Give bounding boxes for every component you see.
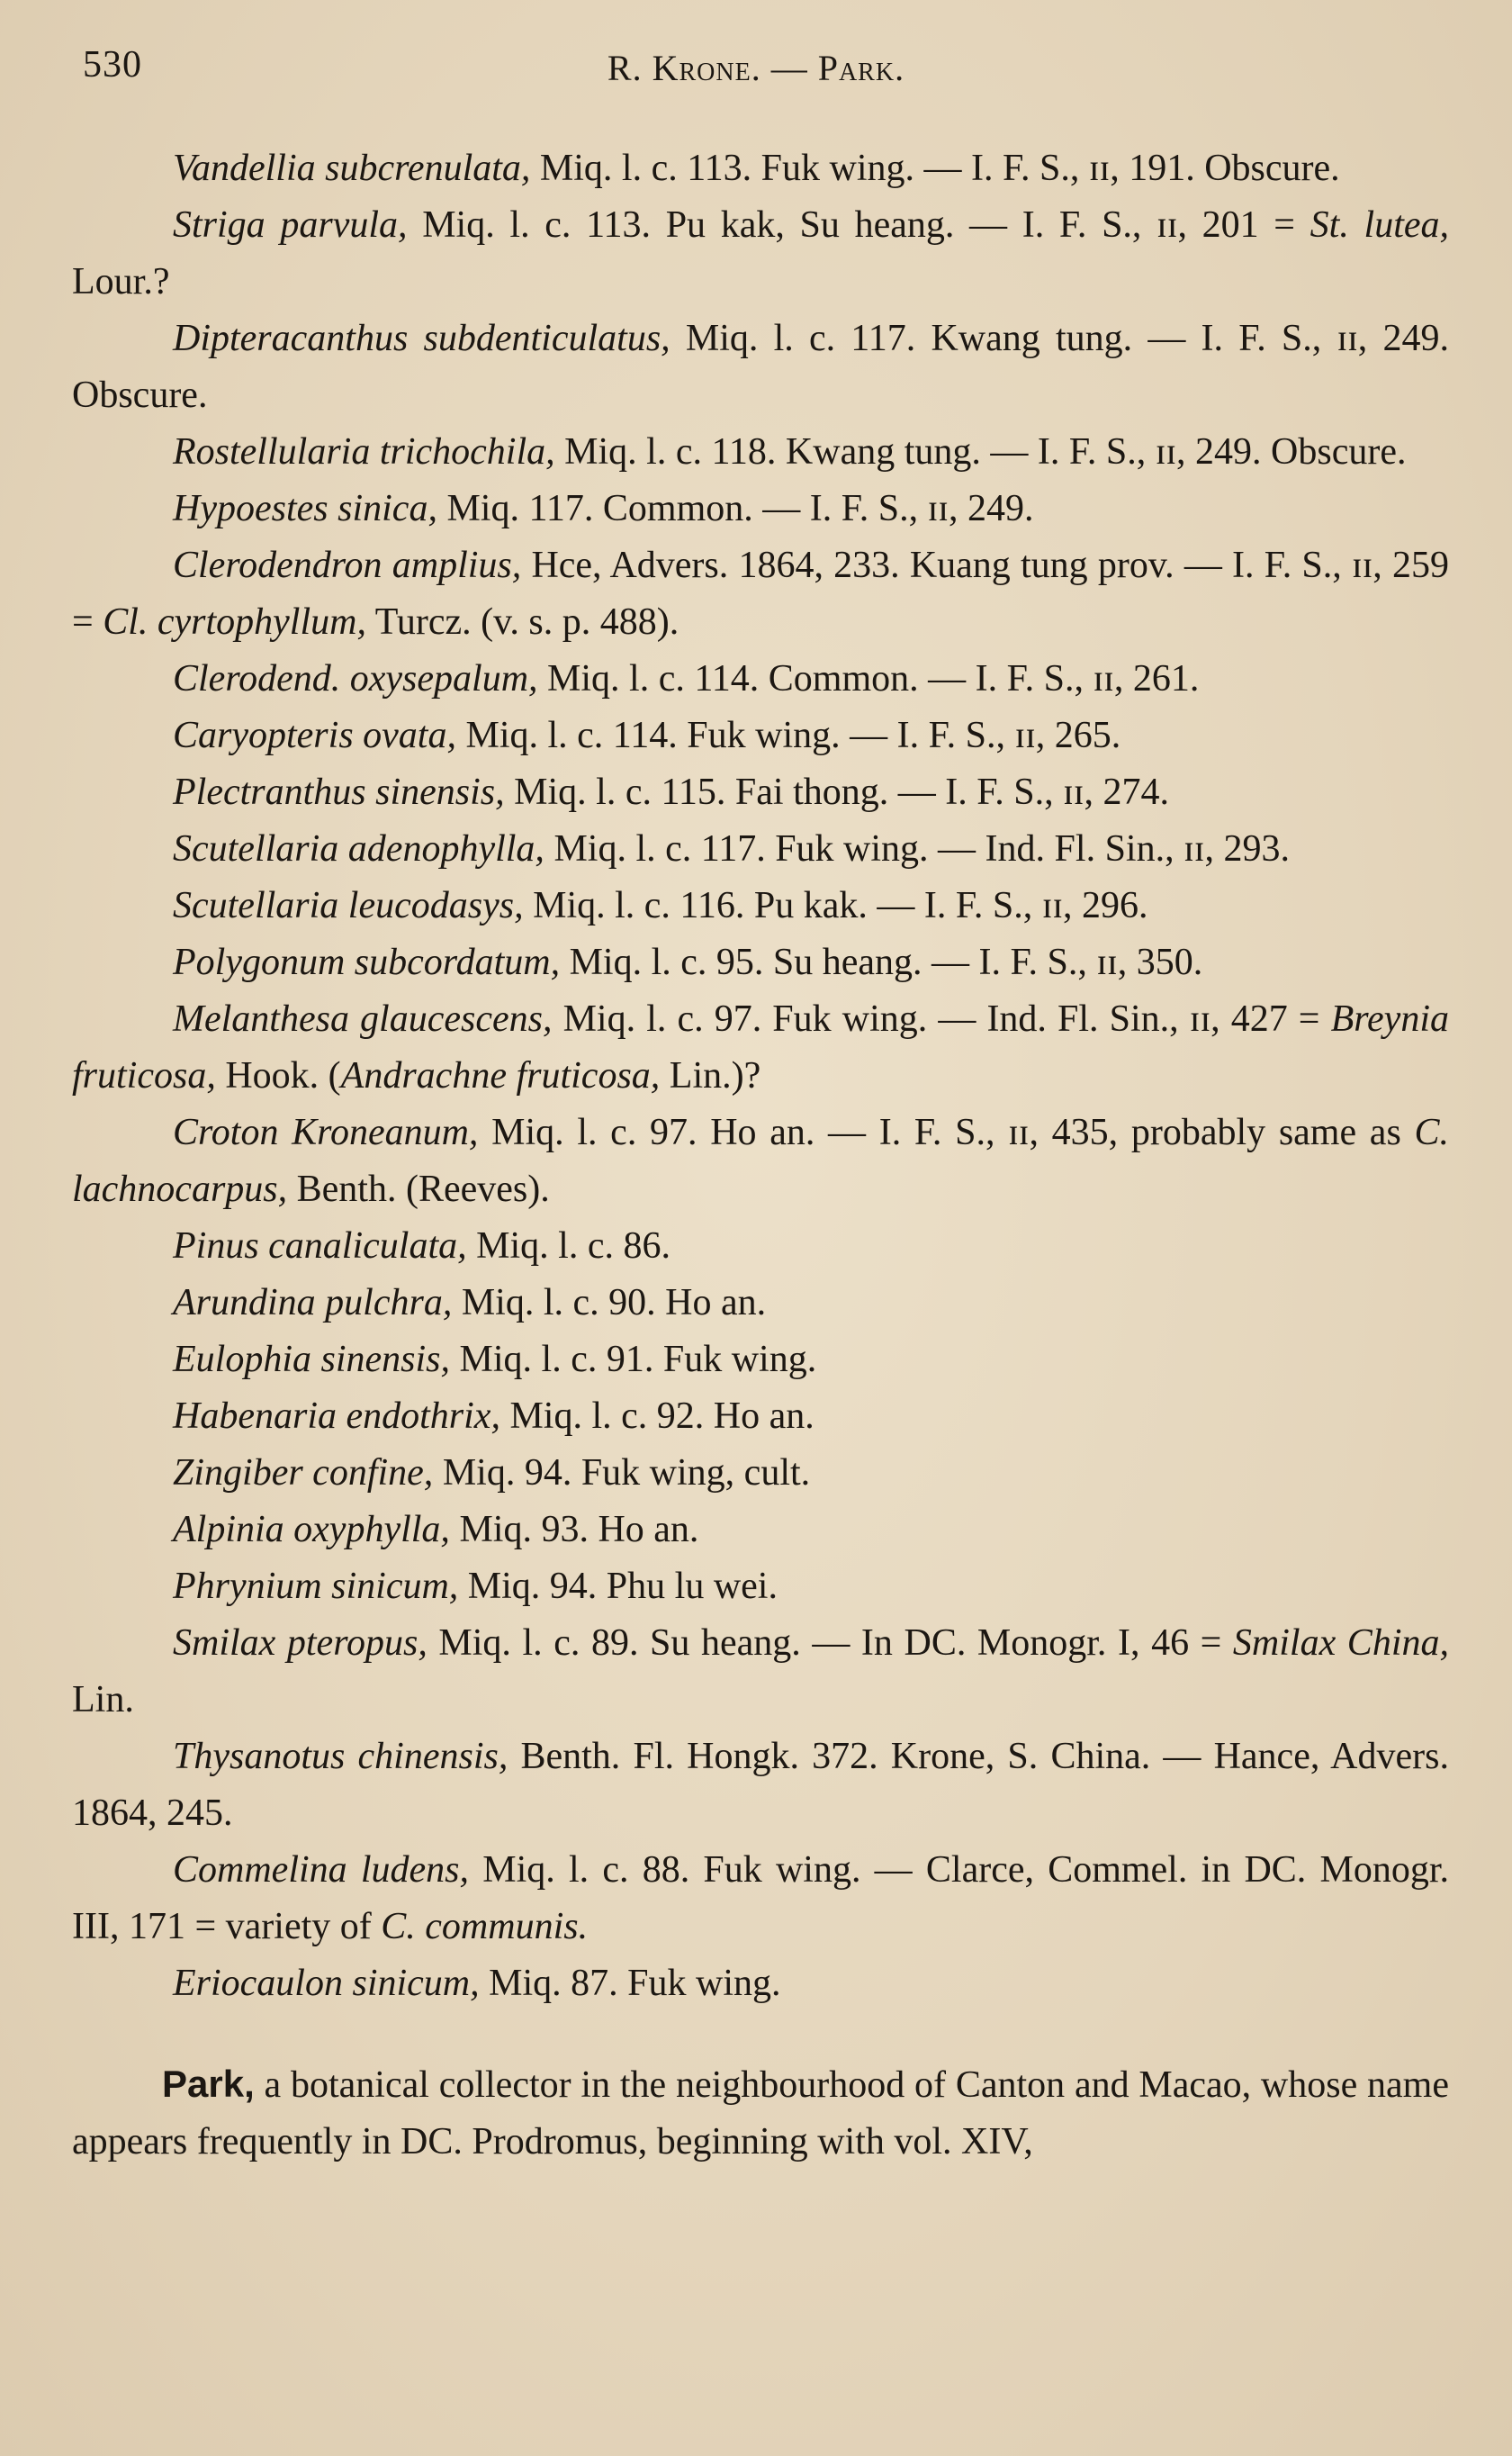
- species-name: Andrachne fruticosa,: [340, 1055, 661, 1097]
- species-entry: [72, 935, 1449, 991]
- entry-text: Miq. l. c. 115. Fai thong. — I. F. S., ɪɪ, 274.: [504, 772, 1169, 813]
- species-name: Dipteracanthus subdenticulatus,: [173, 318, 670, 359]
- species-name: Vandellia subcrenulata,: [173, 148, 531, 189]
- species-name: Rostellularia trichochila,: [173, 431, 555, 473]
- entry-text: Miq. 94. Fuk wing, cult.: [433, 1452, 811, 1494]
- species-name: Thysanotus chinensis,: [173, 1736, 508, 1777]
- species-entry: [72, 1729, 1449, 1842]
- species-name: Clerodendron amplius,: [173, 545, 522, 586]
- species-entry: [72, 991, 1449, 1105]
- page-number: 530: [83, 44, 142, 86]
- species-name: Croton Kroneanum,: [173, 1112, 479, 1153]
- species-entry: [72, 708, 1449, 764]
- entry-text: Miq. l. c. 116. Pu kak. — I. F. S., ɪɪ, 296.: [523, 885, 1148, 926]
- species-entry: [72, 764, 1449, 821]
- species-entry: [72, 1502, 1449, 1558]
- entry-text: Hook. (: [215, 1055, 341, 1097]
- species-name: Eulophia sinensis,: [173, 1339, 451, 1380]
- entry-text: Miq. l. c. 117. Kwang tung. — I. F. S., ɪɪ, 249. Obscure.: [72, 318, 1449, 416]
- entry-text: Miq. l. c. 92. Ho an.: [500, 1395, 814, 1437]
- species-entry-list: [72, 140, 1449, 2171]
- species-entry: [72, 1105, 1449, 1218]
- entry-text: Benth. (Reeves).: [287, 1169, 550, 1210]
- species-entry: [72, 1388, 1449, 1445]
- species-entry: [72, 197, 1449, 311]
- species-name: Alpinia oxyphylla,: [173, 1509, 450, 1550]
- species-entry: [72, 1332, 1449, 1388]
- entry-text: Miq. l. c. 117. Fuk wing. — Ind. Fl. Sin., ɪɪ, 293.: [544, 828, 1290, 870]
- species-name: St. lutea,: [1310, 204, 1449, 246]
- species-name: Habenaria endothrix,: [173, 1395, 500, 1437]
- species-name: Melanthesa glaucescens,: [173, 998, 553, 1040]
- entry-text: Lour.?: [72, 261, 170, 302]
- entry-container: [72, 140, 1449, 2012]
- species-name: Polygonum subcordatum,: [173, 942, 561, 983]
- species-name: Smilax pteropus,: [173, 1622, 428, 1664]
- species-entry: [72, 537, 1449, 651]
- species-name: Cl. cyrtophyllum,: [103, 601, 366, 643]
- entry-text: Miq. 117. Common. — I. F. S., ɪɪ, 249.: [436, 488, 1034, 529]
- species-entry: [72, 651, 1449, 708]
- entry-text: Miq. l. c. 97. Fuk wing. — Ind. Fl. Sin., ɪɪ, 427 =: [552, 998, 1331, 1040]
- entry-text: Turcz. (v. s. p. 488).: [365, 601, 680, 643]
- species-entry: [72, 1218, 1449, 1275]
- entry-text: Lin.: [72, 1679, 134, 1720]
- species-name: Breynia fruticosa,: [72, 998, 1449, 1097]
- species-name: Zingiber confine,: [173, 1452, 434, 1494]
- entry-text: Miq. l. c. 118. Kwang tung. — I. F. S., ɪɪ, 249. Obscure.: [554, 431, 1407, 473]
- entry-text: Hce, Advers. 1864, 233. Kuang tung prov. — I. F. S., ɪɪ, 259 =: [72, 545, 1449, 643]
- entry-text: Miq. l. c. 91. Fuk wing.: [450, 1339, 817, 1380]
- species-entry: [72, 1842, 1449, 1955]
- species-entry: [72, 140, 1449, 197]
- section-gap: [72, 2012, 1449, 2055]
- entry-text: Miq. l. c. 114. Fuk wing. — I. F. S., ɪɪ, 265.: [455, 715, 1121, 756]
- entry-text: Miq. l. c. 89. Su heang. — In DC. Monogr. I, 46 =: [427, 1622, 1233, 1664]
- species-entry: [72, 424, 1449, 481]
- species-name: Smilax China,: [1232, 1622, 1449, 1664]
- entry-text: Miq. l. c. 88. Fuk wing. — Clarce, Commel. in DC. Monogr. III, 171 = variety of: [72, 1849, 1450, 1947]
- entry-text: Lin.)?: [660, 1055, 761, 1097]
- species-entry: [72, 311, 1449, 424]
- species-entry: [72, 481, 1449, 537]
- species-name: Scutellaria adenophylla,: [173, 828, 544, 870]
- species-name: Arundina pulchra,: [173, 1282, 453, 1323]
- entry-text: Miq. l. c. 114. Common. — I. F. S., ɪɪ, 261.: [537, 658, 1200, 700]
- entry-text: Miq. 94. Phu lu wei.: [458, 1566, 778, 1607]
- species-name: Commelina ludens,: [173, 1849, 470, 1891]
- running-head: R. Krone. — Park.: [607, 48, 905, 88]
- species-name: Hypoestes sinica,: [173, 488, 437, 529]
- species-entry: [72, 1275, 1449, 1332]
- park-paragraph: [72, 2055, 1449, 2171]
- entry-text: Miq. l. c. 90. Ho an.: [452, 1282, 767, 1323]
- species-entry: [72, 878, 1449, 935]
- species-name: Eriocaulon sinicum,: [173, 1963, 480, 2004]
- entry-text: Miq. l. c. 86.: [466, 1225, 670, 1267]
- park-text: a botanical collector in the neighbourhood of Canton and Macao, whose name appears frequently in DC. Prodromus, beginning with vol. XIV,: [72, 2064, 1449, 2163]
- species-name: Pinus canaliculata,: [173, 1225, 467, 1267]
- species-entry: [72, 1558, 1449, 1615]
- species-entry: [72, 1615, 1449, 1729]
- entry-text: Miq. l. c. 97. Ho an. — I. F. S., ɪɪ, 435, probably same as: [478, 1112, 1415, 1153]
- species-name: C. lachnocarpus,: [72, 1112, 1449, 1210]
- species-name: Phrynium sinicum,: [173, 1566, 459, 1607]
- species-name: Striga parvula,: [173, 204, 408, 246]
- entry-text: Benth. Fl. Hongk. 372. Krone, S. China. — Hance, Advers. 1864, 245.: [72, 1736, 1449, 1834]
- species-entry: [72, 1445, 1449, 1502]
- entry-text: Miq. 87. Fuk wing.: [479, 1963, 781, 2004]
- entry-text: Miq. 93. Ho an.: [449, 1509, 699, 1550]
- species-name: Plectranthus sinensis,: [173, 772, 505, 813]
- entry-text: Miq. l. c. 95. Su heang. — I. F. S., ɪɪ, 350.: [560, 942, 1203, 983]
- entry-text: Miq. l. c. 113. Fuk wing. — I. F. S., ɪɪ, 191. Obscure.: [530, 148, 1340, 189]
- species-entry: [72, 821, 1449, 878]
- species-name: Clerodend. oxysepalum,: [173, 658, 538, 700]
- park-name: Park,: [162, 2063, 255, 2105]
- species-name: C. communis.: [381, 1906, 589, 1947]
- species-name: Scutellaria leucodasys,: [173, 885, 524, 926]
- species-name: Caryopteris ovata,: [173, 715, 456, 756]
- entry-text: Miq. l. c. 113. Pu kak, Su heang. — I. F. S., ɪɪ, 201 =: [407, 204, 1310, 246]
- species-entry: [72, 1955, 1449, 2012]
